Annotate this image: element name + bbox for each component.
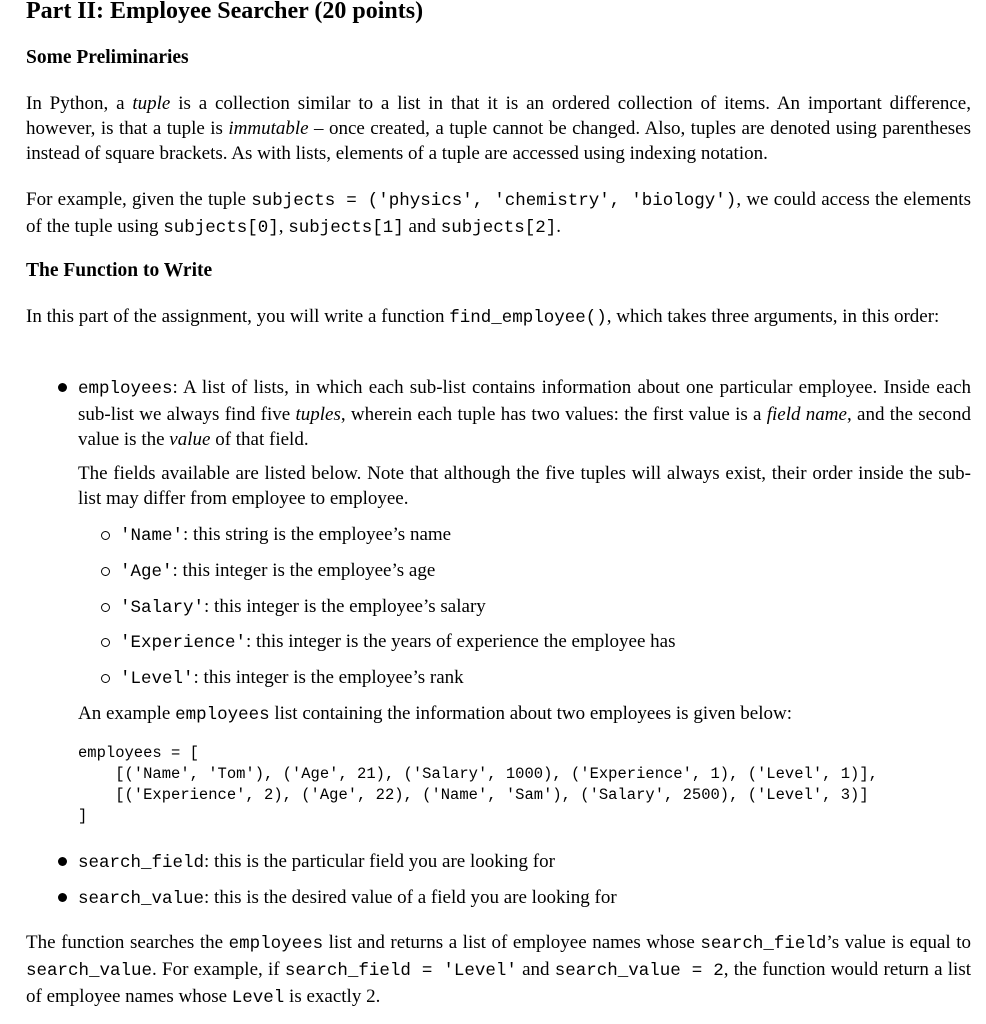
paragraph-example-intro: An example employees list containing the information about two employees is given below: (78, 703, 793, 725)
emphasis-immutable: immutable (228, 118, 309, 139)
field-item-experience: 'Experience': this integer is the years of experience the employee has (120, 631, 676, 653)
field-item-age: 'Age': this integer is the employee’s age (120, 560, 436, 582)
argument-search-field: search_field: this is the particular field you are looking for (78, 851, 555, 873)
bullet-icon (58, 383, 70, 395)
code-block-employees: employees = [ [('Name', 'Tom'), ('Age', 21), ('Salary', 1000), ('Experience', 1), ('Level', 1)], [('Experience', 2), ('Age', 22), ('Name', 'Sam'), ('Salary', 2500), ('Level', 3)] ] (78, 744, 878, 825)
argument-search-value: search_value: this is the desired value of a field you are looking for (78, 887, 617, 909)
paragraph-function-description: The function searches the employees list and returns a list of employee names whose search_field’s value is equal to search_value. For example, if search_field = 'Level' and search_value = 2, the function would return a list of employee names whose Level is exactly 2. (26, 932, 972, 1008)
bullet-icon (58, 893, 70, 905)
code-subjects-0: subjects[0] (163, 218, 279, 238)
section-heading-function: The Function to Write (26, 260, 213, 281)
bullet-icon (58, 857, 70, 869)
code-employees: employees (78, 379, 173, 399)
circle-bullet-icon (101, 531, 110, 540)
code-subjects-tuple: subjects = ('physics', 'chemistry', 'biology') (251, 191, 737, 211)
paragraph-tuple-example: For example, given the tuple subjects = ('physics', 'chemistry', 'biology'), we could access the elements of the tuple using subjects[0], subjects[1] and subjects[2]. (26, 189, 971, 238)
code-subjects-2: subjects[2] (440, 218, 557, 238)
circle-bullet-icon (101, 603, 110, 612)
field-item-name: 'Name': this string is the employee’s name (120, 524, 452, 546)
section-heading-preliminaries: Some Preliminaries (26, 47, 189, 68)
paragraph-fields-available: The fields available are listed below. Note that although the five tuples will always exist, their order inside the sub-list may differ from employee to employee. (78, 463, 971, 509)
paragraph-tuple-intro: In Python, a tuple is a collection similar to a list in that it is an ordered collection of items. An important difference, however, is that a tuple is immutable – once created, a tuple cannot be changed. Also, tuples are denoted using parentheses instead of square brackets. As with lists, elements of a tuple are accessed using indexing notation. (26, 93, 971, 164)
circle-bullet-icon (101, 638, 110, 647)
page-title: Part II: Employee Searcher (20 points) (26, 0, 424, 24)
field-item-level: 'Level': this integer is the employee’s rank (120, 667, 464, 689)
circle-bullet-icon (101, 567, 110, 576)
code-subjects-1: subjects[1] (288, 218, 404, 238)
argument-employees: employees: A list of lists, in which each sub-list contains information about one particular employee. Inside each sub-list we always find five tuples, wherein each tuple has two values: the first value is a field name, and the second value is the value of that field. (78, 377, 971, 450)
circle-bullet-icon (101, 674, 110, 683)
emphasis-tuple: tuple (132, 93, 171, 114)
field-item-salary: 'Salary': this integer is the employee’s salary (120, 596, 486, 618)
code-find-employee: find_employee() (449, 308, 607, 328)
paragraph-function-intro: In this part of the assignment, you will write a function find_employee(), which takes three arguments, in this order: (26, 306, 940, 328)
